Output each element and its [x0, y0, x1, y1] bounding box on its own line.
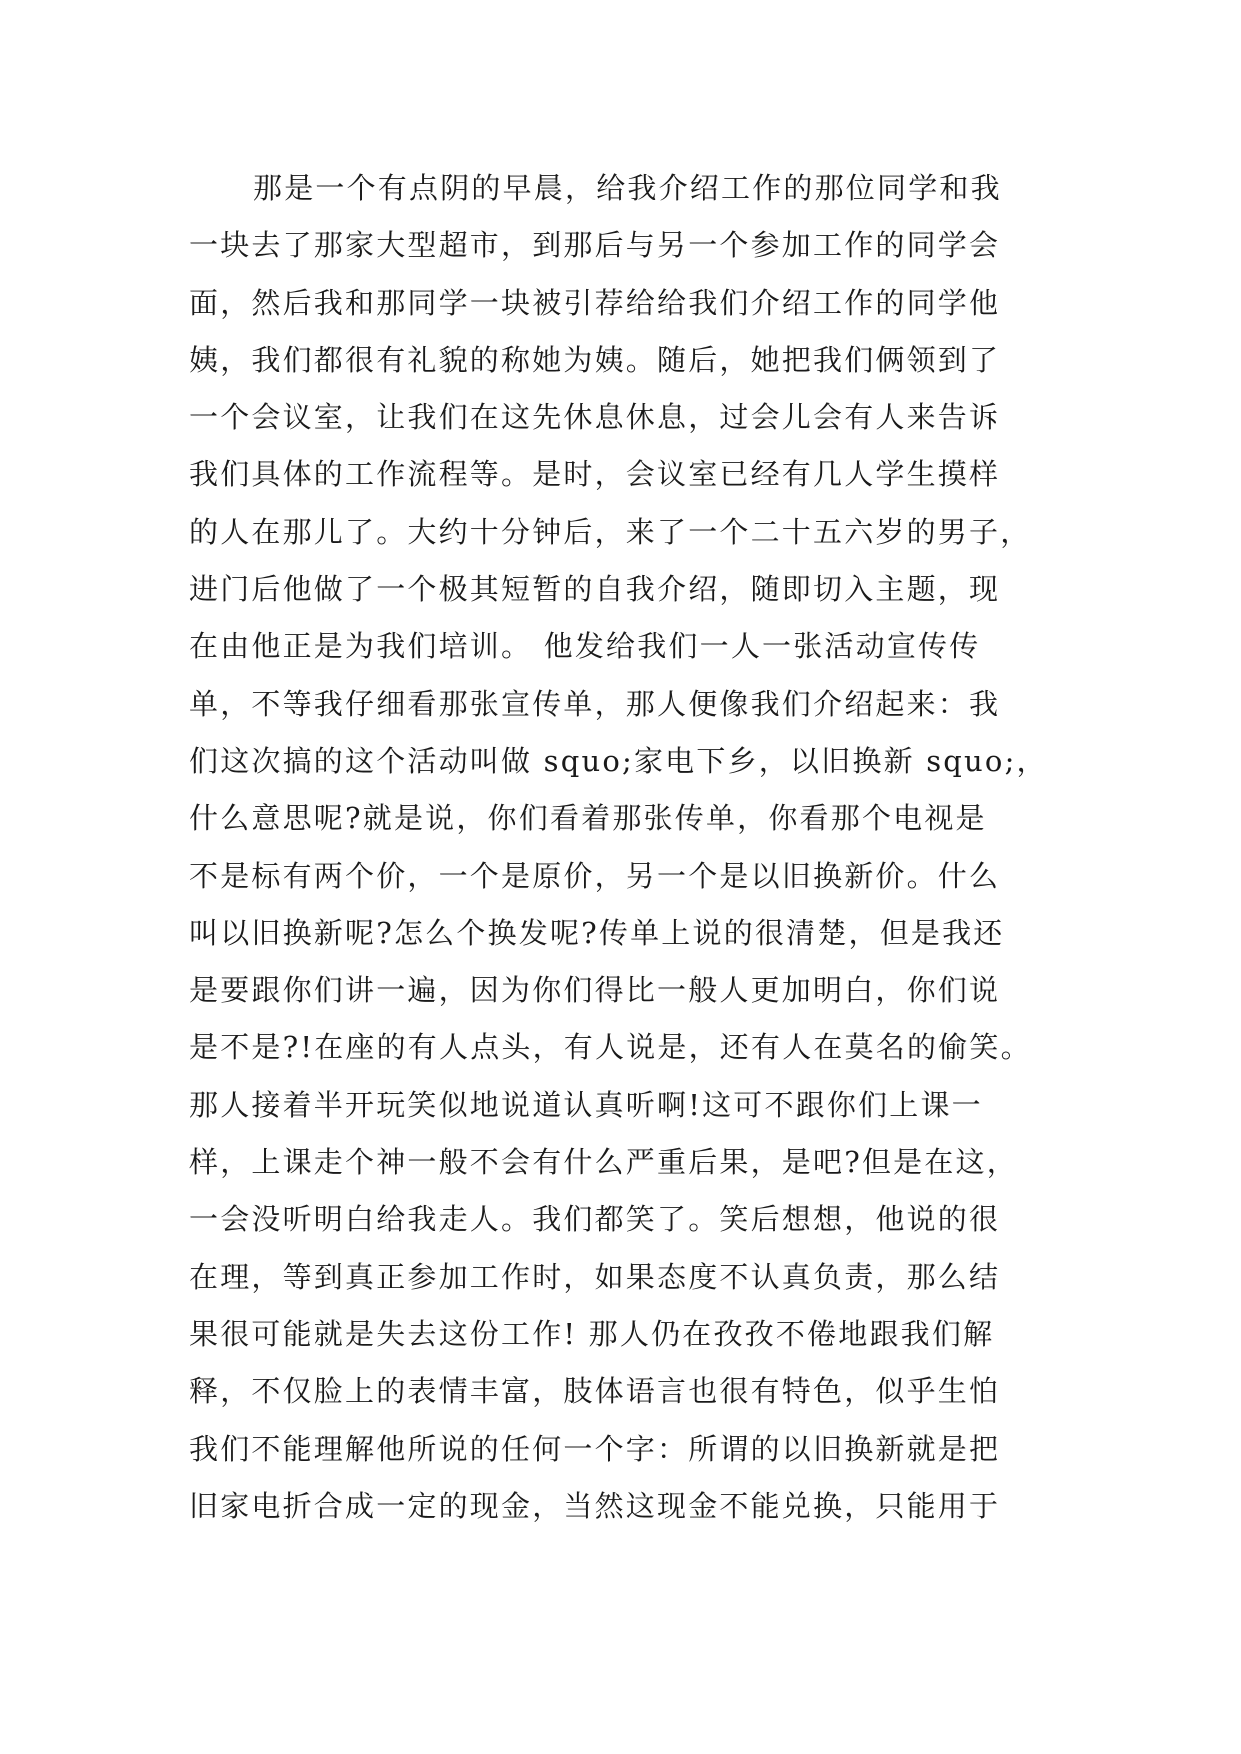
text-line: 那人接着半开玩笑似地说道认真听啊!这可不跟你们上课一 — [189, 1087, 983, 1122]
text-line: 果很可能就是失去这份工作! 那人仍在孜孜不倦地跟我们解 — [189, 1316, 995, 1351]
text-line: 在理，等到真正参加工作时，如果态度不认真负责，那么结 — [189, 1259, 1001, 1294]
text-line: 一块去了那家大型超市，到那后与另一个参加工作的同学会 — [189, 228, 1001, 263]
text-line: 旧家电折合成一定的现金，当然这现金不能兑换，只能用于 — [189, 1488, 1001, 1523]
text-line: 面，然后我和那同学一块被引荐给给我们介绍工作的同学他 — [189, 285, 1001, 320]
text-line: 一会没听明白给我走人。我们都笑了。笑后想想，他说的很 — [189, 1202, 1001, 1237]
text-line: 的人在那儿了。大约十分钟后，来了一个二十五六岁的男子， — [189, 514, 1032, 549]
text-line: 姨，我们都很有礼貌的称她为姨。随后，她把我们俩领到了 — [189, 342, 1001, 377]
text-line: 在由他正是为我们培训。 他发给我们一人一张活动宣传传 — [189, 629, 981, 664]
text-line: 是不是?!在座的有人点头，有人说是，还有人在莫名的偷笑。 — [189, 1030, 1032, 1065]
text-line: 我们不能理解他所说的任何一个字：所谓的以旧换新就是把 — [189, 1431, 1001, 1466]
text-line: 单，不等我仔细看那张宣传单，那人便像我们介绍起来：我 — [189, 686, 1001, 721]
text-line: 我们具体的工作流程等。是时，会议室已经有几人学生摸样 — [189, 457, 1001, 492]
text-line: 什么意思呢?就是说，你们看着那张传单，你看那个电视是 — [189, 801, 987, 836]
text-line: 叫以旧换新呢?怎么个换发呢?传单上说的很清楚，但是我还 — [189, 915, 1005, 950]
text-line: 释，不仅脸上的表情丰富，肢体语言也很有特色，似乎生怕 — [189, 1374, 1001, 1409]
text-line: 进门后他做了一个极其短暂的自我介绍，随即切入主题，现 — [189, 572, 1001, 607]
text-line: 一个会议室，让我们在这先休息休息，过会儿会有人来告诉 — [189, 400, 1001, 435]
text-line: 样，上课走个神一般不会有什么严重后果，是吧?但是在这， — [189, 1145, 1018, 1180]
text-line: 是要跟你们讲一遍，因为你们得比一般人更加明白，你们说 — [189, 973, 1001, 1008]
body-paragraph — [189, 160, 1069, 1535]
text-line: 那是一个有点阴的早晨，给我介绍工作的那位同学和我 — [253, 171, 1002, 205]
text-line: 们这次搞的这个活动叫做 squo;家电下乡，以旧换新 squo;， — [189, 743, 1048, 778]
text-line: 不是标有两个价，一个是原价，另一个是以旧换新价。什么 — [189, 858, 1001, 893]
